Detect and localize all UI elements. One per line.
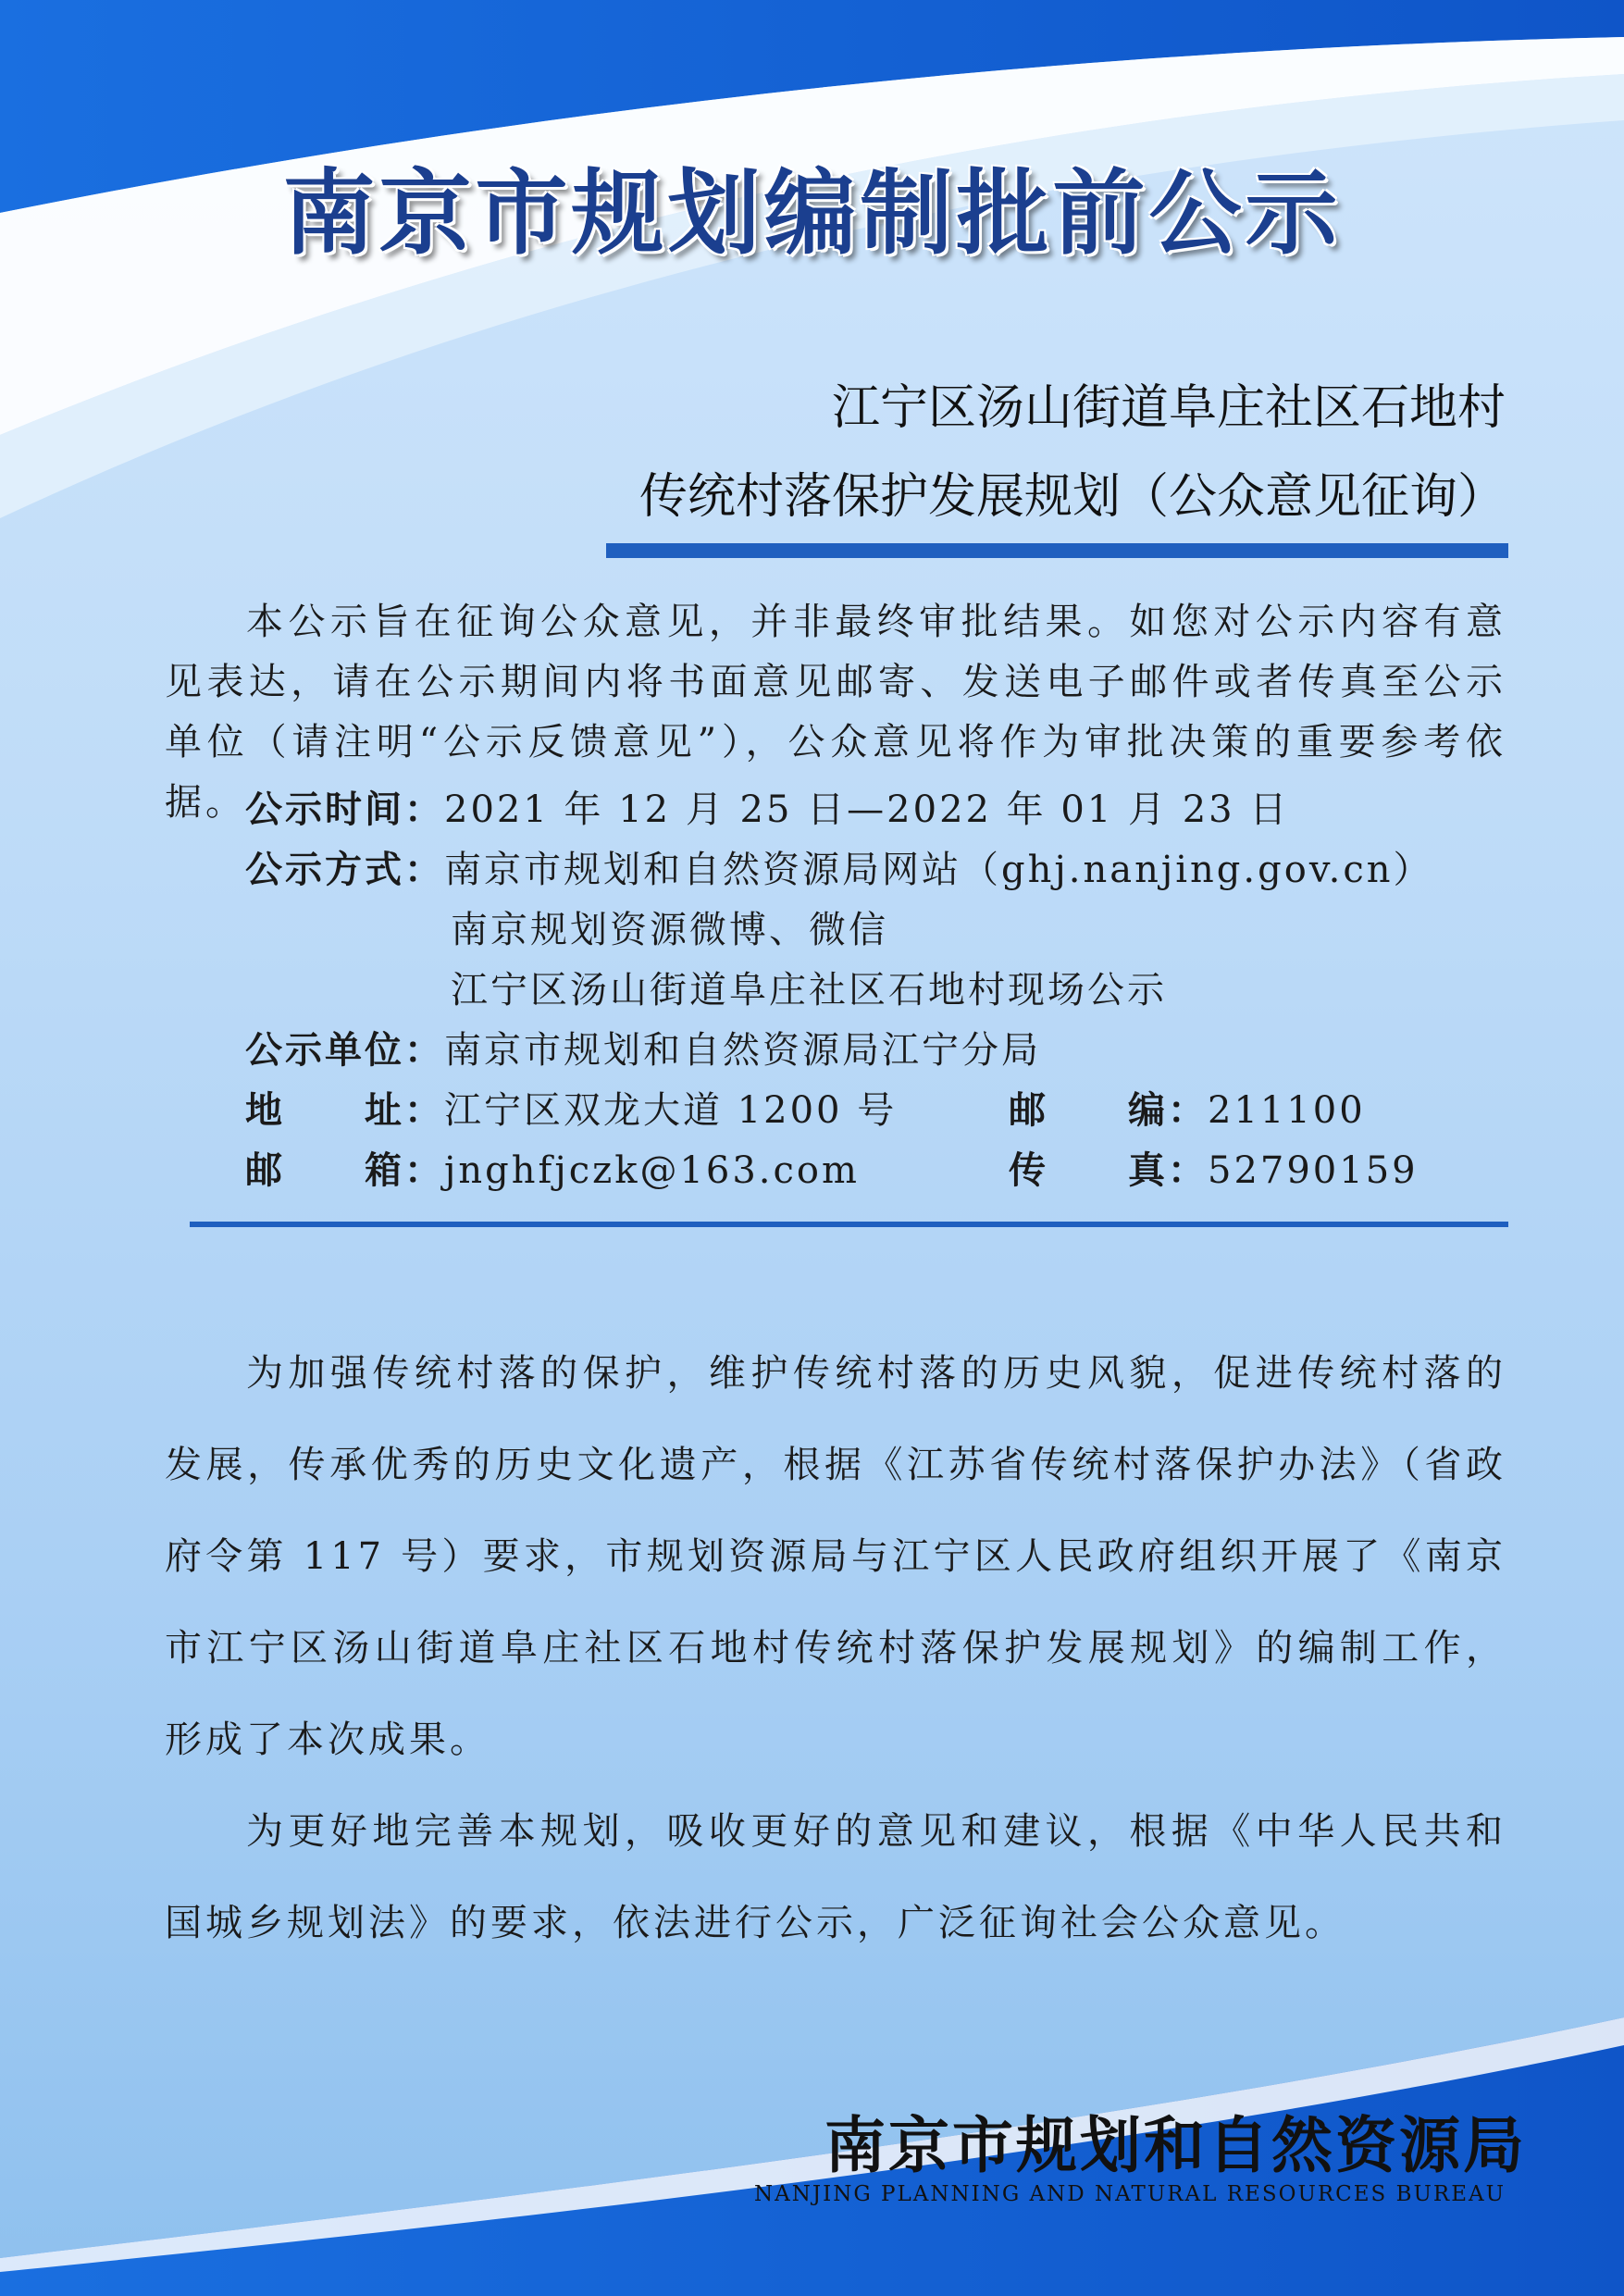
info-way-row [245, 840, 1433, 893]
way-label: 公示方式： [245, 849, 444, 891]
address-label: 地 址： [245, 1089, 444, 1132]
info-address-row [245, 1081, 897, 1134]
time-label: 公示时间： [245, 788, 444, 831]
body-text [165, 1328, 1506, 1969]
unit-value: 南京市规划和自然资源局江宁分局 [444, 1029, 1041, 1072]
unit-label: 公示单位： [245, 1029, 444, 1072]
info-unit-row [245, 1021, 1041, 1074]
body-paragraph-2: 为更好地完善本规划，吸收更好的意见和建议，根据《中华人民共和国城乡规划法》的要求，依法进行公示，广泛征询社会公众意见。 [165, 1810, 1506, 1944]
notice-text: 本公示旨在征询公众意见，并非最终审批结果。如您对公示内容有意见表达，请在公示期间内将书面意见邮寄、发送电子邮件或者传真至公示单位（请注明“公示反馈意见”），公众意见将作为审批决策的重要参考依据。 [165, 601, 1506, 824]
project-title-line2: 传统村落保护发展规划（公众意见征询） [638, 469, 1506, 525]
way-value-3: 江宁区汤山街道阜庄社区石地村现场公示 [451, 969, 1167, 1011]
footer-org-name: 南京市规划和自然资源局 [824, 2110, 1527, 2181]
address-value: 江宁区双龙大道 1200 号 [444, 1089, 898, 1132]
zip-label: 邮 编： [1009, 1089, 1208, 1132]
way-value-2: 南京规划资源微博、微信 [451, 909, 888, 951]
fax-label: 传 真： [1009, 1149, 1208, 1192]
footer-org-name-en: NANJING PLANNING AND NATURAL RESOURCES BUREAU [754, 2182, 1506, 2206]
divider-middle [190, 1222, 1508, 1227]
time-value: 2021 年 12 月 25 日—2022 年 01 月 23 日 [444, 788, 1290, 831]
divider-top [606, 543, 1508, 558]
email-value: jnghfjczk@163.com [444, 1149, 860, 1192]
project-title-line1: 江宁区汤山街道阜庄社区石地村 [831, 380, 1506, 436]
info-email-row [245, 1141, 860, 1194]
info-fax-row [1009, 1141, 1419, 1194]
body-paragraph-1: 为加强传统村落的保护，维护传统村落的历史风貌，促进传统村落的发展，传承优秀的历史文化遗产，根据《江苏省传统村落保护办法》（省政府令第 117 号）要求，市规划资源局与江宁区人民政府组织开展了《南京市江宁区汤山街道阜庄社区石地村传统村落保护发展规划》的编制工作，形成了本次成果。 [165, 1352, 1506, 1761]
info-time-row [245, 780, 1289, 833]
page-title: 南京市规划编制批前公示 [282, 159, 1342, 267]
info-zip-row [1009, 1081, 1366, 1134]
zip-value: 211100 [1208, 1089, 1366, 1132]
way-value-1: 南京市规划和自然资源局网站（ghj.nanjing.gov.cn） [444, 849, 1433, 891]
fax-value: 52790159 [1208, 1149, 1419, 1192]
email-label: 邮 箱： [245, 1149, 444, 1192]
